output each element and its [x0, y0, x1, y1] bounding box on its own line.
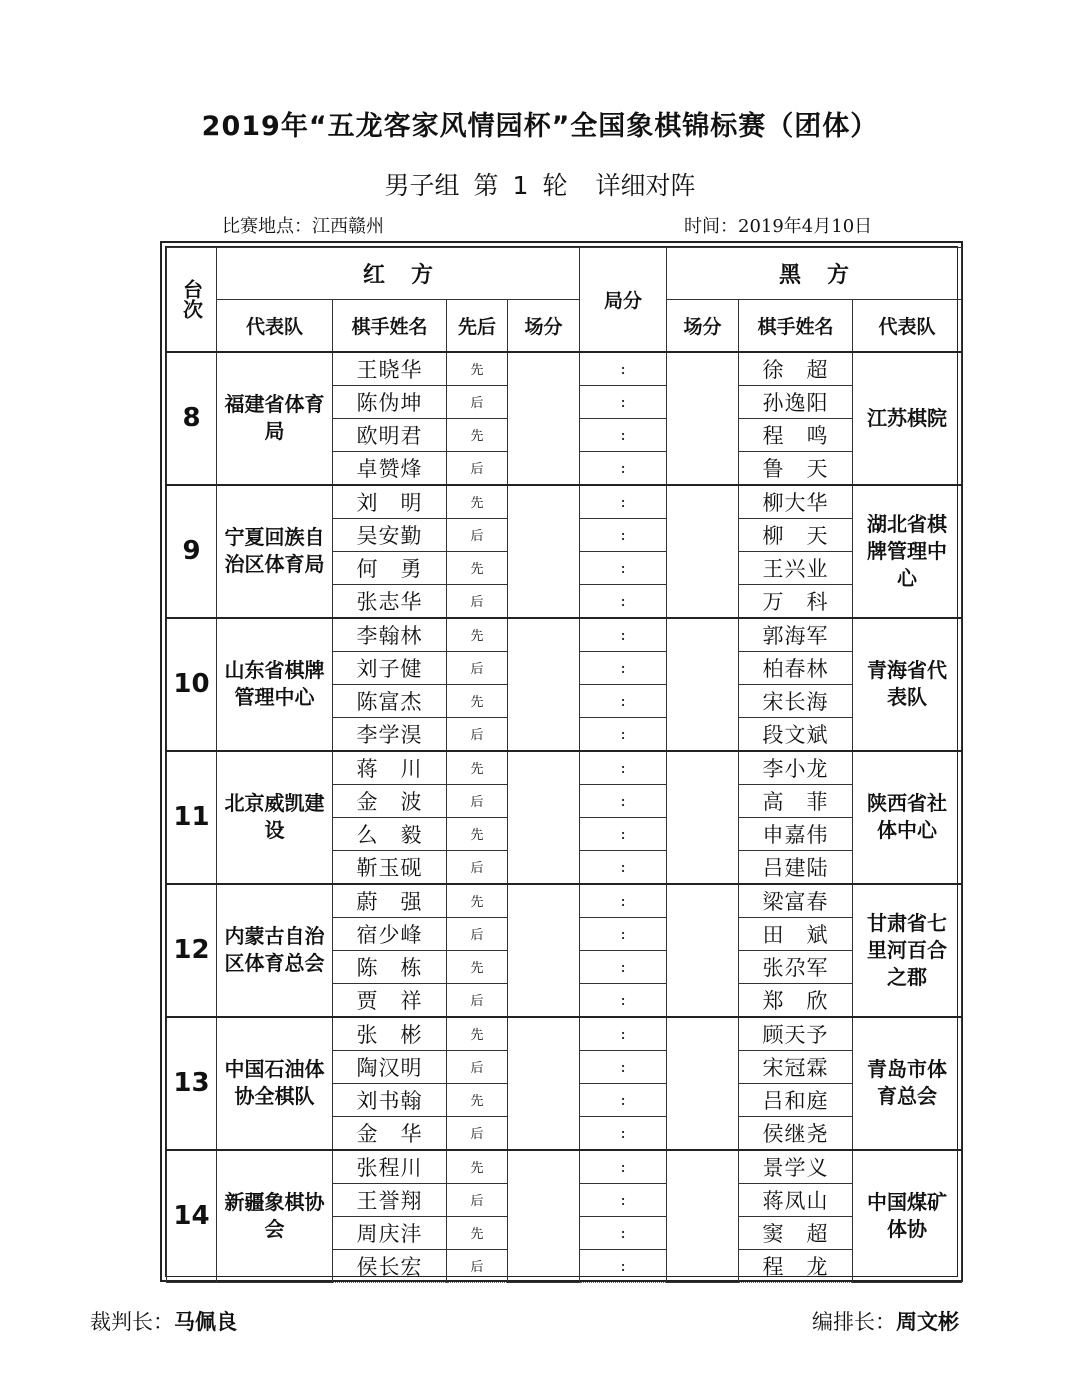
red-player: 张志华	[333, 584, 447, 618]
game-score: :	[580, 1017, 667, 1051]
red-player: 陈伪坤	[333, 385, 447, 418]
move-order: 后	[447, 917, 508, 950]
move-order: 先	[447, 950, 508, 983]
black-team: 青海省代表队	[853, 618, 962, 751]
red-player: 金 波	[333, 784, 447, 817]
scheduler-line	[812, 1306, 959, 1336]
red-player: 侯长宏	[333, 1249, 447, 1282]
black-player: 王兴业	[739, 551, 853, 584]
red-team: 中国石油体协全棋队	[217, 1017, 333, 1150]
black-player: 顾天予	[739, 1017, 853, 1051]
move-order: 后	[447, 717, 508, 751]
black-team: 青岛市体育总会	[853, 1017, 962, 1150]
move-order: 后	[447, 1116, 508, 1150]
move-order: 后	[447, 1050, 508, 1083]
match-table-body	[167, 352, 962, 1283]
black-player-header: 棋手姓名	[739, 300, 853, 352]
game-score: :	[580, 817, 667, 850]
game-score: :	[580, 717, 667, 751]
game-score: :	[580, 751, 667, 785]
move-order: 先	[447, 485, 508, 519]
red-team: 北京威凯建设	[217, 751, 333, 884]
red-match-score	[508, 884, 580, 1017]
move-order: 后	[447, 385, 508, 418]
red-player: 李翰林	[333, 618, 447, 652]
round-subtitle	[0, 166, 1080, 202]
move-order: 后	[447, 518, 508, 551]
red-player: 陈 栋	[333, 950, 447, 983]
black-player: 申嘉伟	[739, 817, 853, 850]
time-label: 时间：2019年4月10日	[684, 216, 873, 237]
black-player: 窦 超	[739, 1216, 853, 1249]
red-side-header: 红方	[217, 248, 580, 300]
document-title: 2019年“五龙客家风情园杯”全国象棋锦标赛（团体）	[201, 111, 879, 142]
game-score: :	[580, 485, 667, 519]
move-order: 先	[447, 418, 508, 451]
group-label: 男子组	[384, 171, 460, 200]
game-score: :	[580, 1249, 667, 1282]
red-player-header: 棋手姓名	[333, 300, 447, 352]
venue-label: 比赛地点：江西赣州	[222, 216, 384, 237]
game-score: :	[580, 618, 667, 652]
black-team: 江苏棋院	[853, 352, 962, 485]
black-match-score	[667, 884, 739, 1017]
game-score: :	[580, 983, 667, 1017]
game-score: :	[580, 385, 667, 418]
red-match-score	[508, 1150, 580, 1283]
referee-label: 裁判长：	[90, 1310, 174, 1334]
move-order: 后	[447, 584, 508, 618]
red-player: 吴安勤	[333, 518, 447, 551]
black-player: 柳 天	[739, 518, 853, 551]
black-player: 宋长海	[739, 684, 853, 717]
table-row	[167, 618, 962, 652]
red-player: 刘子健	[333, 651, 447, 684]
game-score: :	[580, 784, 667, 817]
red-match-score	[508, 352, 580, 485]
black-match-score	[667, 618, 739, 751]
game-score: :	[580, 850, 667, 884]
game-score: :	[580, 651, 667, 684]
move-order: 先	[447, 618, 508, 652]
black-team: 陕西省社体中心	[853, 751, 962, 884]
black-team: 中国煤矿体协	[853, 1150, 962, 1283]
black-player: 柏春林	[739, 651, 853, 684]
move-order: 后	[447, 983, 508, 1017]
black-player: 宋冠霖	[739, 1050, 853, 1083]
black-player: 柳大华	[739, 485, 853, 519]
game-score: :	[580, 518, 667, 551]
black-player: 吕建陆	[739, 850, 853, 884]
black-match-score	[667, 1150, 739, 1283]
black-player: 高 菲	[739, 784, 853, 817]
red-player: 么 毅	[333, 817, 447, 850]
black-player: 郑 欣	[739, 983, 853, 1017]
pairing-table	[166, 247, 962, 1283]
game-score: :	[580, 451, 667, 485]
red-player: 何 勇	[333, 551, 447, 584]
red-team: 宁夏回族自治区体育局	[217, 485, 333, 618]
move-order: 后	[447, 850, 508, 884]
black-player: 徐 超	[739, 352, 853, 386]
move-order: 先	[447, 1150, 508, 1184]
red-player: 欧明君	[333, 418, 447, 451]
red-team-header: 代表队	[217, 300, 333, 352]
black-player: 李小龙	[739, 751, 853, 785]
black-player: 侯继尧	[739, 1116, 853, 1150]
round-suffix: 轮	[542, 171, 568, 200]
red-match-score-header: 场分	[508, 300, 580, 352]
table-row	[167, 352, 962, 386]
scheduler-name: 周文彬	[896, 1309, 959, 1334]
black-player: 蒋凤山	[739, 1183, 853, 1216]
red-player: 陶汉明	[333, 1050, 447, 1083]
board-number: 11	[167, 751, 217, 884]
red-player: 蒋 川	[333, 751, 447, 785]
black-player: 张尕军	[739, 950, 853, 983]
game-score: :	[580, 1150, 667, 1184]
move-order: 先	[447, 751, 508, 785]
red-team: 福建省体育局	[217, 352, 333, 485]
black-player: 景学义	[739, 1150, 853, 1184]
black-player: 程 鸣	[739, 418, 853, 451]
referee-name: 马佩良	[174, 1309, 237, 1334]
table-row	[167, 1150, 962, 1184]
game-score: :	[580, 418, 667, 451]
table-row	[167, 485, 962, 519]
pairing-type: 详细对阵	[595, 171, 696, 200]
pairing-sheet	[160, 241, 963, 1282]
black-team-header: 代表队	[853, 300, 962, 352]
black-match-score-header: 场分	[667, 300, 739, 352]
board-header: 台次	[167, 248, 217, 352]
table-row	[167, 751, 962, 785]
black-player: 鲁 天	[739, 451, 853, 485]
red-match-score	[508, 485, 580, 618]
black-player: 田 斌	[739, 917, 853, 950]
game-score: :	[580, 1183, 667, 1216]
move-order: 后	[447, 651, 508, 684]
red-team: 新疆象棋协会	[217, 1150, 333, 1283]
red-match-score	[508, 1017, 580, 1150]
game-score: :	[580, 1083, 667, 1116]
game-score: :	[580, 1216, 667, 1249]
black-match-score	[667, 1017, 739, 1150]
game-score-header: 局分	[580, 248, 667, 352]
red-player: 张 彬	[333, 1017, 447, 1051]
move-order: 先	[447, 1216, 508, 1249]
move-order: 先	[447, 1083, 508, 1116]
board-number: 8	[167, 352, 217, 485]
move-order: 先	[447, 684, 508, 717]
game-score: :	[580, 584, 667, 618]
red-player: 李学淏	[333, 717, 447, 751]
board-number: 12	[167, 884, 217, 1017]
move-order: 先	[447, 551, 508, 584]
referee-line	[90, 1306, 237, 1336]
table-row	[167, 884, 962, 918]
board-number: 14	[167, 1150, 217, 1283]
red-player: 金 华	[333, 1116, 447, 1150]
red-player: 蔚 强	[333, 884, 447, 918]
black-player: 段文斌	[739, 717, 853, 751]
order-header: 先后	[447, 300, 508, 352]
black-team: 甘肃省七里河百合之郡	[853, 884, 962, 1017]
table-row	[167, 1017, 962, 1051]
red-match-score	[508, 618, 580, 751]
red-player: 卓赞烽	[333, 451, 447, 485]
black-player: 郭海军	[739, 618, 853, 652]
round-number: 1	[512, 171, 529, 200]
black-match-score	[667, 485, 739, 618]
red-player: 王晓华	[333, 352, 447, 386]
red-player: 靳玉砚	[333, 850, 447, 884]
red-team: 山东省棋牌管理中心	[217, 618, 333, 751]
black-player: 梁富春	[739, 884, 853, 918]
game-score: :	[580, 684, 667, 717]
red-player: 王誉翔	[333, 1183, 447, 1216]
red-match-score	[508, 751, 580, 884]
move-order: 后	[447, 1183, 508, 1216]
move-order: 后	[447, 1249, 508, 1282]
game-score: :	[580, 884, 667, 918]
red-player: 贾 祥	[333, 983, 447, 1017]
red-player: 刘书翰	[333, 1083, 447, 1116]
black-team: 湖北省棋牌管理中心	[853, 485, 962, 618]
red-player: 周庆沣	[333, 1216, 447, 1249]
black-match-score	[667, 352, 739, 485]
game-score: :	[580, 917, 667, 950]
game-score: :	[580, 352, 667, 386]
black-player: 孙逸阳	[739, 385, 853, 418]
black-match-score	[667, 751, 739, 884]
round-word: 第	[473, 171, 499, 200]
board-number: 9	[167, 485, 217, 618]
black-player: 万 科	[739, 584, 853, 618]
game-score: :	[580, 1050, 667, 1083]
black-side-header: 黑方	[667, 248, 962, 300]
black-player: 程 龙	[739, 1249, 853, 1282]
red-player: 陈富杰	[333, 684, 447, 717]
board-number: 13	[167, 1017, 217, 1150]
game-score: :	[580, 1116, 667, 1150]
scheduler-label: 编排长：	[812, 1310, 896, 1334]
move-order: 后	[447, 784, 508, 817]
move-order: 先	[447, 817, 508, 850]
red-team: 内蒙古自治区体育总会	[217, 884, 333, 1017]
game-score: :	[580, 551, 667, 584]
move-order: 先	[447, 884, 508, 918]
red-player: 宿少峰	[333, 917, 447, 950]
game-score: :	[580, 950, 667, 983]
black-player: 吕和庭	[739, 1083, 853, 1116]
red-player: 张程川	[333, 1150, 447, 1184]
move-order: 先	[447, 352, 508, 386]
board-number: 10	[167, 618, 217, 751]
move-order: 先	[447, 1017, 508, 1051]
move-order: 后	[447, 451, 508, 485]
red-player: 刘 明	[333, 485, 447, 519]
